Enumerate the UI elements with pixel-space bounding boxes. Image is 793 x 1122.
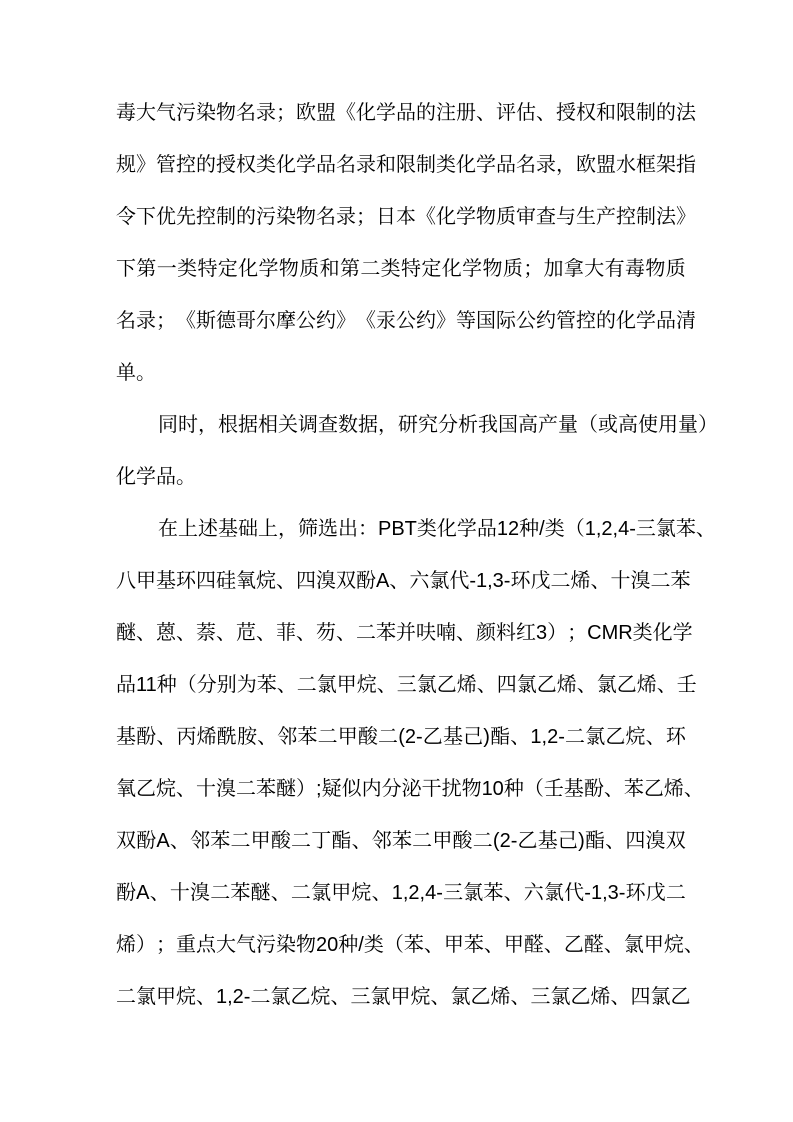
text-line: 基 酚 、 丙 烯 酰 胺 、 邻 苯 二 甲 酸 二 (2- 乙 基 己 ) 酯 、 1,2- 二 氯 乙 烷 、 环 xyxy=(116,726,686,748)
text-line: 规 》 管 控 的 授 权 类 化 学 品 名 录 和 限 制 类 化 学 品 名 录 ， 欧 盟 水 框 架 指 xyxy=(116,154,696,176)
text-line: 毒 大 气 污 染 物 名 录 ； 欧 盟 《 化 学 品 的 注 册 、 评 估 、 授 权 和 限 制 的 法 xyxy=(116,102,696,124)
text-line: 烯 ） ； 重 点 大 气 污 染 物 20 种 / 类 （ 苯 、 甲 苯 、 甲 醛 、 乙 醛 、 氯 甲 烷 、 xyxy=(116,934,704,956)
text-line: 醚 、 蒽 、 萘 、 苊 、 菲 、 芴 、 二 苯 并 呋 喃 、 颜 料 红 3 ） ； CMR 类 化 学 xyxy=(116,622,693,644)
text-content xyxy=(116,87,718,1023)
text-line: 在 上 述 基 础 上 ， 筛 选 出 ： PBT 类 化 学 品 12 种 / 类 （ 1,2,4- 三 氯 苯 、 xyxy=(158,518,716,540)
text-line: 下 第 一 类 特 定 化 学 物 质 和 第 二 类 特 定 化 学 物 质 ； 加 拿 大 有 毒 物 质 xyxy=(116,258,686,280)
text-line: 单。 xyxy=(116,362,156,384)
text-line: 氧 乙 烷 、 十 溴 二 苯 醚 ） ; 疑 似 内 分 泌 干 扰 物 10 种 （ 壬 基 酚 、 苯 乙 烯 、 xyxy=(116,778,704,800)
text-line: 双 酚 A 、 邻 苯 二 甲 酸 二 丁 酯 、 邻 苯 二 甲 酸 二 (2- 乙 基 己 ) 酯 、 四 溴 双 xyxy=(116,830,686,852)
text-line: 酚 A 、 十 溴 二 苯 醚 、 二 氯 甲 烷 、 1,2,4- 三 氯 苯 、 六 氯 代 -1,3- 环 戊 二 xyxy=(116,882,686,904)
text-line: 名 录 ； 《 斯 德 哥 尔 摩 公 约 》 《 汞 公 约 》 等 国 际 公 约 管 控 的 化 学 品 清 xyxy=(116,310,696,332)
text-line: 令 下 优 先 控 制 的 污 染 物 名 录 ； 日 本 《 化 学 物 质 审 查 与 生 产 控 制 法 》 xyxy=(116,206,696,228)
text-line: 八 甲 基 环 四 硅 氧 烷 、 四 溴 双 酚 A 、 六 氯 代 -1,3- 环 戊 二 烯 、 十 溴 二 苯 xyxy=(116,570,691,592)
text-line: 二 氯 甲 烷 、 1,2- 二 氯 乙 烷 、 三 氯 甲 烷 、 氯 乙 烯 、 三 氯 乙 烯 、 四 氯 乙 xyxy=(116,986,691,1008)
text-line: 同 时 ， 根 据 相 关 调 查 数 据 ， 研 究 分 析 我 国 高 产 量 （ 或 高 使 用 量 ） xyxy=(158,414,718,436)
text-line: 化学品。 xyxy=(116,466,196,488)
text-line: 品 11 种 （ 分 别 为 苯 、 二 氯 甲 烷 、 三 氯 乙 烯 、 四 氯 乙 烯 、 氯 乙 烯 、 壬 xyxy=(116,674,697,696)
